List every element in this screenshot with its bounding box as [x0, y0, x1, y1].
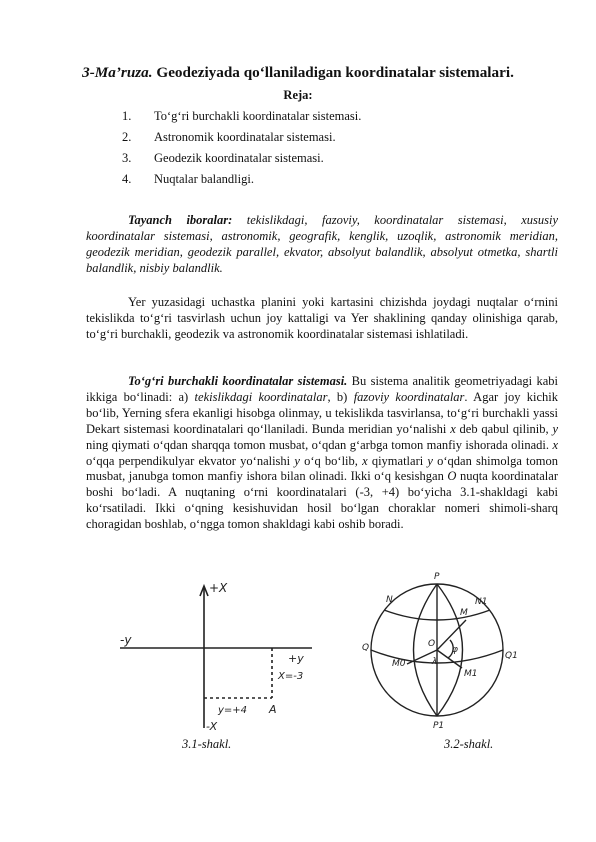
plan-item [122, 169, 361, 190]
minus-y-label: -y [120, 633, 132, 647]
text-run: o‘qqa perpendikulyar ekvator yo‘nalishi [86, 453, 295, 468]
variable: x [362, 453, 368, 468]
radius-to-m1 [437, 650, 462, 668]
plan-item-text: To‘g‘ri burchakli koordinatalar sistemasi. [154, 109, 362, 123]
text-run: qiymatlari [367, 453, 428, 468]
meridian-curve-west [414, 584, 438, 716]
text-run: Bu sistema analitik geometriyadagi kabi ikkiga bo‘linadi: a) [86, 374, 558, 404]
plan-list [122, 106, 361, 190]
lecture-topic: Geodeziyada qo‘llaniladigan koordinatalar sistemalari. [152, 64, 514, 81]
plan-item [122, 148, 361, 169]
point-a-label: A [269, 703, 277, 716]
text-run: o‘qdan shimolga tomon musbat, janubga tomon manfiy ishora bilan olinadi. Ikki o‘q kesishgan [86, 453, 558, 484]
variable: x [450, 421, 456, 436]
variable: O [447, 469, 457, 484]
key-terms-text: tekislikdagi, fazoviy, koordinatalar sistemasi, xususiy koordinatalar sistemasi, astronomik, geografik, kenglik, uzoqlik, astronomik meridian, geodezik meridian, geodezik parallel, ekvator, absolyut balandlik, absolyut otmetka, shartli balandlik, nisbiy balandlik. [86, 213, 558, 275]
section-paragraph [86, 374, 558, 533]
point-n-label: N [386, 595, 393, 605]
key-terms-paragraph [86, 213, 558, 277]
pole-p-label: P [434, 572, 440, 582]
point-m-label: M [460, 608, 468, 618]
term-emphasis: tekislikdagi koordinatalar [194, 389, 328, 404]
plan-heading: Reja: [283, 88, 313, 102]
pole-p1-label: P1 [433, 721, 445, 731]
point-n1-label: N1 [475, 597, 488, 607]
y-value-label: y=+4 [218, 705, 248, 716]
text-run: o‘q bo‘lib, [299, 453, 363, 468]
point-m0-label: M0 [392, 659, 406, 669]
section-heading: To‘g‘ri burchakli koordinatalar sistemasi. [128, 374, 348, 388]
plan-item-number: 4. [122, 172, 132, 186]
text-run: ning qiymati o‘qdan sharqqa tomon musbat, o‘qdan g‘arbga tomon manfiy ishorada olinadi. [86, 437, 553, 452]
key-terms-label: Tayanch iboralar: [128, 213, 233, 227]
plan-item [122, 127, 361, 148]
minus-x-label: -X [206, 720, 218, 733]
plan-item [122, 106, 361, 127]
figure-2-caption: 3.2-shakl. [444, 737, 494, 751]
plan-item-number: 1. [122, 109, 132, 123]
text-run: . Agar joy kichik bo‘lib, Yerning sfera ekanligi hisobga olinmay, u tekislikda tasvirlansa, to‘g‘ri burchakli yassi Dekart sistemasi koordinatalari qo‘llaniladi. Bunda meridian yo‘nalishi [86, 389, 559, 436]
figure-sphere-coordinates [362, 568, 524, 738]
term-emphasis: fazoviy koordinatalar [353, 389, 465, 404]
point-m1-label: M1 [464, 669, 478, 679]
lecture-title [0, 64, 596, 82]
figure-rectangular-coordinates [118, 578, 318, 738]
variable: y [294, 453, 300, 468]
phi-label: φ [452, 645, 458, 655]
figure-1-caption: 3.1-shakl. [182, 737, 232, 751]
x-value-label: X=-3 [278, 671, 304, 682]
text-run: nuqta koordinatalar boshi bo‘ladi. A nuqtaning o‘rni koordinatalari (-3, +4) bo‘yicha 3.1-shakldagi kabi ko‘rsatiladi. Ikki o‘qning kesishuvidan hosil bo‘lgan choraklar nomeri shimoli-sharq choragidan boshlab, o‘ngga tomon shakldagi kabi oshib boradi. [86, 469, 558, 532]
intro-paragraph: Yer yuzasidagi uchastka planini yoki kartasini chizishda joydagi nuqtalar o‘rnini tekislikda to‘g‘ri tasvirlash uchun joy kattaligi va Yer shaklining qanday olinishiga qarab, to‘g‘ri burchakli, geodezik va astronomik koordinatalar sistemasi ishlatiladi. [86, 295, 558, 341]
variable: y [552, 421, 558, 436]
plan-item-text: Nuqtalar balandligi. [154, 172, 254, 186]
plan-item-text: Astronomik koordinatalar sistemasi. [154, 130, 336, 144]
plus-x-label: +X [209, 581, 228, 595]
lecture-number: 3-Ma’ruza. [82, 64, 153, 81]
center-o-label: O [428, 639, 436, 649]
variable: x [552, 437, 558, 452]
plan-item-number: 3. [122, 151, 132, 165]
point-q1-label: Q1 [505, 651, 518, 661]
meridian-curve [437, 584, 463, 716]
plan-item-text: Geodezik koordinatalar sistemasi. [154, 151, 324, 165]
text-run: deb qabul qilinib, [455, 421, 553, 436]
text-run: , b) [327, 389, 354, 404]
point-q-label: Q [362, 643, 370, 653]
plus-y-label: +y [288, 652, 304, 665]
plan-item-number: 2. [122, 130, 132, 144]
variable: y [427, 453, 433, 468]
lambda-label: λ [432, 657, 438, 667]
